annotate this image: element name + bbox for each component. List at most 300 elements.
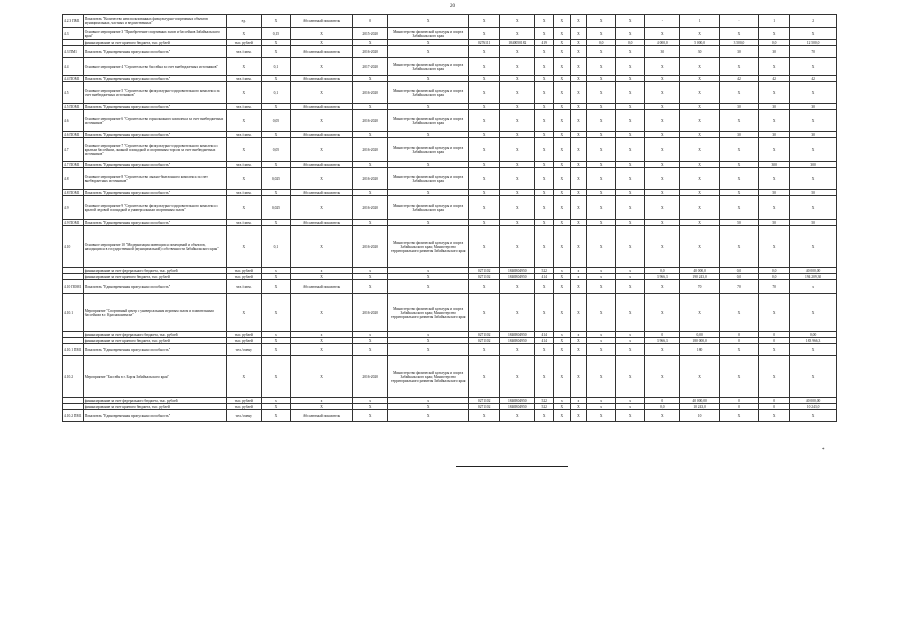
table-cell: Показатель "Единовременная пропускная способность" — [83, 46, 226, 58]
table-cell: X — [554, 344, 571, 356]
table-cell: 4.4 — [63, 58, 84, 76]
table-cell: 0 — [759, 338, 790, 344]
table-cell: X — [353, 76, 388, 82]
table-cell: X — [535, 58, 554, 76]
table-cell: X — [554, 58, 571, 76]
table-cell: X — [469, 356, 500, 398]
table-cell: x — [790, 280, 837, 294]
table-cell: X — [645, 280, 680, 294]
table-cell: Основное мероприятие 3 "Приобретение спортивных залов и бассейнов Забайкальского края" — [83, 28, 226, 40]
table-cell: Мероприятие "Бассейн в г. Борзя Забайкальского края" — [83, 356, 226, 398]
table-cell: X — [388, 132, 469, 138]
table-cell: 40 000,00 — [790, 398, 837, 404]
table-cell: X — [680, 168, 719, 190]
table-cell: X — [226, 138, 261, 162]
table-cell: Министерство физической культуры и спорта Забайкальского края — [388, 196, 469, 220]
table-cell: 300 — [759, 162, 790, 168]
table-cell: X — [554, 190, 571, 196]
table-cell: X — [719, 138, 758, 162]
table-cell: Абсолютный показатель — [290, 15, 352, 28]
table-cell: X — [353, 190, 388, 196]
table-cell: X — [719, 28, 758, 40]
table-cell: 180 — [680, 344, 719, 356]
table-cell: 0 — [719, 404, 758, 410]
table-cell: X — [554, 76, 571, 82]
table-cell: 50 — [759, 190, 790, 196]
table-cell: X — [570, 110, 587, 132]
table-cell: X — [535, 138, 554, 162]
footnote-mark: * — [822, 448, 825, 453]
table-cell: X — [587, 190, 616, 196]
table-cell: X — [645, 28, 680, 40]
table-cell: 300 — [790, 162, 837, 168]
table-row — [63, 46, 837, 58]
table-cell: X — [570, 404, 587, 410]
table-cell: чел./смену — [226, 344, 261, 356]
table-cell: X — [759, 196, 790, 220]
table-cell: финансирование за счет краевого бюджета, тыс. рублей — [83, 338, 226, 344]
table-cell: x — [570, 398, 587, 404]
table-cell: x — [587, 332, 616, 338]
table-cell: X — [290, 168, 352, 190]
table-cell: X — [570, 226, 587, 268]
table-cell: X — [587, 46, 616, 58]
table-cell: Основное мероприятие 9 "Строительство физкультурно-оздоровительного комплекса с крытой ледовой площадкой и универсальным спортивным залом" — [83, 196, 226, 220]
table-cell: x — [616, 274, 645, 280]
table-cell: x — [587, 404, 616, 410]
table-cell: X — [261, 190, 290, 196]
table-cell: 0,0 — [719, 268, 758, 274]
table-cell: X — [500, 280, 535, 294]
table-cell: X — [616, 46, 645, 58]
table-cell: 12 500,0 — [790, 40, 837, 46]
table-cell: 522 — [535, 404, 554, 410]
table-cell: 0276111 — [469, 40, 500, 46]
table-cell: X — [554, 280, 571, 294]
table-cell: X — [261, 356, 290, 398]
table-cell: X — [290, 294, 352, 332]
table-cell: X — [570, 28, 587, 40]
table-cell: X — [759, 356, 790, 398]
table-cell: X — [680, 82, 719, 104]
table-cell: x — [570, 332, 587, 338]
table-cell: X — [261, 40, 290, 46]
table-cell: X — [500, 132, 535, 138]
table-cell: X — [226, 196, 261, 220]
table-cell: X — [680, 196, 719, 220]
table-cell: X — [570, 410, 587, 422]
table-cell: X — [680, 162, 719, 168]
table-cell: X — [261, 404, 290, 410]
table-cell: X — [554, 226, 571, 268]
table-cell: X — [570, 294, 587, 332]
table-cell: X — [353, 162, 388, 168]
table-cell: X — [719, 196, 758, 220]
table-cell: X — [587, 162, 616, 168]
table-cell: 3 500,0 — [719, 40, 758, 46]
table-cell: Показатель "Единовременная пропускная способность" — [83, 220, 226, 226]
table-cell: X — [680, 58, 719, 76]
table-cell: 4.6 ПОМ1 — [63, 132, 84, 138]
table-cell: - — [645, 15, 680, 28]
table-cell: X — [719, 226, 758, 268]
table-cell: 0,05 — [261, 138, 290, 162]
table-cell: Абсолютный показатель — [290, 190, 352, 196]
table-cell: 4.8 ПОМ1 — [63, 190, 84, 196]
table-cell: - — [719, 15, 758, 28]
table-cell: X — [587, 196, 616, 220]
table-cell: 4.4 ПОМ1 — [63, 76, 84, 82]
table-cell: 2016-2020 — [353, 196, 388, 220]
table-cell: X — [535, 162, 554, 168]
table-cell: 2016-2020 — [353, 138, 388, 162]
table-cell: Абсолютный показатель — [290, 220, 352, 226]
table-cell: X — [645, 110, 680, 132]
table-cell: 30 — [645, 46, 680, 58]
table-cell: 414 — [535, 274, 554, 280]
table-cell: X — [388, 76, 469, 82]
table-cell: 1840R04950 — [500, 268, 535, 274]
table-cell: X — [587, 104, 616, 110]
table-row — [63, 344, 837, 356]
table-row — [63, 110, 837, 132]
table-cell: X — [645, 196, 680, 220]
table-cell: X — [469, 46, 500, 58]
table-cell: Показатель "Единовременная пропускная способность" — [83, 162, 226, 168]
table-cell: X — [759, 168, 790, 190]
table-cell: 4.10.2 — [63, 356, 84, 398]
table-cell: X — [500, 226, 535, 268]
table-cell: X — [790, 28, 837, 40]
table-cell: X — [388, 274, 469, 280]
table-cell: 2016-2020 — [353, 168, 388, 190]
program-table — [62, 14, 837, 422]
table-cell: X — [500, 294, 535, 332]
table-cell: 419 — [535, 40, 554, 46]
table-cell: чел./смен. — [226, 132, 261, 138]
table-cell: Министерство физической культуры и спорта Забайкальского края — [388, 58, 469, 76]
table-cell: X — [570, 46, 587, 58]
table-cell: X — [680, 76, 719, 82]
table-cell: X — [388, 404, 469, 410]
table-cell: 4.3 — [63, 28, 84, 40]
table-cell: 0,05 — [261, 110, 290, 132]
table-cell: x — [261, 398, 290, 404]
table-cell: X — [261, 46, 290, 58]
table-cell: 0,025 — [261, 168, 290, 190]
table-cell: X — [616, 410, 645, 422]
table-cell: 2016-2020 — [353, 294, 388, 332]
table-cell: X — [719, 162, 758, 168]
table-cell: 30 — [790, 104, 837, 110]
table-cell: 40 000,0 — [680, 268, 719, 274]
table-cell: X — [554, 110, 571, 132]
table-cell: 10 243,0 — [790, 404, 837, 410]
table-cell: 10 — [680, 410, 719, 422]
table-cell: тыс. рублей — [226, 268, 261, 274]
table-cell: Абсолютный показатель — [290, 162, 352, 168]
table-cell: 4.10.2 ПМ1 — [63, 410, 84, 422]
table-cell: X — [500, 15, 535, 28]
table-cell: X — [680, 220, 719, 226]
table-cell: 70 — [790, 46, 837, 58]
table-cell: X — [616, 132, 645, 138]
table-cell: X — [353, 338, 388, 344]
table-cell: 0 — [353, 15, 388, 28]
table-row — [63, 226, 837, 268]
table-cell: X — [554, 338, 571, 344]
table-cell: 4.9 ПОМ1 — [63, 220, 84, 226]
table-cell: X — [500, 76, 535, 82]
table-cell: X — [261, 104, 290, 110]
table-cell: Основное мероприятие 7 "Строительство физкультурно-оздоровительного комплекса с крытым бассейном, лыжной площадкой и спортивным торсом за счет внебюджетных источников" — [83, 138, 226, 162]
table-cell: X — [500, 162, 535, 168]
table-cell: X — [469, 344, 500, 356]
table-cell: Основное мероприятие 10 "Модернизация имеющихся помещений и объектов, находящихся в государственной (муниципальной) собственности Забайкальского края" — [83, 226, 226, 268]
table-cell: 4.5 — [63, 82, 84, 104]
table-cell: Основное мероприятие 8 "Строительство лыжно-биатлонного комплекса за счет внебюджетных источников" — [83, 168, 226, 190]
table-cell: X — [790, 410, 837, 422]
table-cell: X — [535, 280, 554, 294]
table-row — [63, 356, 837, 398]
table-cell: финансирование за счет краевого бюджета, тыс. рублей — [83, 274, 226, 280]
table-cell: 0 — [759, 398, 790, 404]
table-cell: X — [587, 294, 616, 332]
table-cell: тыс. рублей — [226, 274, 261, 280]
table-cell: X — [759, 410, 790, 422]
table-cell: Министерство физической культуры и спорта Забайкальского края; Министерство территориального развития Забайкальского края — [388, 294, 469, 332]
table-cell: X — [554, 40, 571, 46]
table-cell: x — [616, 398, 645, 404]
table-cell: 50 — [790, 220, 837, 226]
table-cell: 70 — [719, 280, 758, 294]
table-cell: X — [388, 220, 469, 226]
table-cell: 4.8 — [63, 168, 84, 190]
table-cell: X — [469, 132, 500, 138]
table-cell: X — [261, 15, 290, 28]
table-cell: X — [680, 104, 719, 110]
table-cell: 1840R04950 — [500, 398, 535, 404]
table-cell: 522 — [535, 398, 554, 404]
table-cell: X — [261, 162, 290, 168]
table-cell: 1840R04950 — [500, 338, 535, 344]
table-cell: X — [645, 132, 680, 138]
table-cell: X — [616, 226, 645, 268]
table-cell: X — [587, 226, 616, 268]
table-cell: 40 000,00 — [680, 398, 719, 404]
table-cell: X — [469, 294, 500, 332]
table-cell: Показатель "Количество неиспользованных физкультурно-спортивных объектов муниципальных, частных и ведомственных" — [83, 15, 226, 28]
table-cell: X — [570, 82, 587, 104]
table-cell: Мероприятие "Спортивный центр с универсальным игровым залом и плавательным бассейном в г. Краснокаменске" — [83, 294, 226, 332]
table-cell: X — [535, 356, 554, 398]
table-cell: X — [645, 168, 680, 190]
table-cell: x — [616, 338, 645, 344]
table-cell: 70 — [680, 280, 719, 294]
table-cell: 0,0 — [616, 40, 645, 46]
table-cell: Министерство физической культуры и спорта Забайкальского края — [388, 138, 469, 162]
table-cell: Министерство физической культуры и спорта Забайкальского края; Министерство территориального развития Забайкальского края — [388, 226, 469, 268]
table-cell: тыс. рублей — [226, 404, 261, 410]
table-cell: X — [759, 28, 790, 40]
table-cell: X — [570, 356, 587, 398]
table-cell: X — [290, 344, 352, 356]
table-cell: X — [790, 226, 837, 268]
table-cell: X — [290, 138, 352, 162]
table-cell: X — [388, 338, 469, 344]
table-cell: X — [226, 168, 261, 190]
table-cell: X — [500, 410, 535, 422]
table-cell: X — [226, 82, 261, 104]
table-cell: X — [261, 410, 290, 422]
table-cell: X — [719, 344, 758, 356]
table-cell: X — [500, 190, 535, 196]
table-cell: x — [290, 332, 352, 338]
table-cell: 4.2.3 ПМ1 — [63, 15, 84, 28]
table-cell: X — [616, 356, 645, 398]
table-cell: 3 966,3 — [645, 338, 680, 344]
table-cell: X — [226, 226, 261, 268]
table-cell: X — [719, 410, 758, 422]
table-cell: 0,0 — [759, 268, 790, 274]
table-cell: ед. — [226, 15, 261, 28]
table-cell: x — [353, 268, 388, 274]
table-cell: X — [469, 220, 500, 226]
table-cell: 0,1 — [261, 226, 290, 268]
table-cell: X — [570, 132, 587, 138]
table-cell: Абсолютный показатель — [290, 104, 352, 110]
table-cell: X — [290, 404, 352, 410]
table-cell: X — [554, 162, 571, 168]
table-cell: x — [388, 332, 469, 338]
table-cell: X — [759, 82, 790, 104]
table-cell: Показатель "Единовременная пропускная способность" — [83, 344, 226, 356]
table-cell: 30 — [790, 132, 837, 138]
table-cell: 4.7 ПОМ1 — [63, 162, 84, 168]
table-cell: X — [616, 82, 645, 104]
table-cell: x — [616, 268, 645, 274]
table-cell: чел./смену — [226, 410, 261, 422]
table-cell: X — [226, 294, 261, 332]
table-cell: X — [290, 226, 352, 268]
table-cell: 1840R04950 — [500, 274, 535, 280]
table-cell: 50 — [759, 220, 790, 226]
table-cell: X — [226, 28, 261, 40]
table-cell: X — [587, 138, 616, 162]
table-cell: X — [570, 138, 587, 162]
table-cell: тыс. рублей — [226, 40, 261, 46]
table-cell: X — [535, 196, 554, 220]
table-cell: X — [570, 338, 587, 344]
table-cell: 0271102 — [469, 404, 500, 410]
table-cell: 0,15 — [261, 28, 290, 40]
table-cell: 0271102 — [469, 398, 500, 404]
table-cell: X — [554, 104, 571, 110]
table-cell: X — [680, 226, 719, 268]
table-cell: X — [680, 294, 719, 332]
table-cell: X — [587, 58, 616, 76]
table-cell: X — [469, 168, 500, 190]
table-cell: 180 000,0 — [680, 338, 719, 344]
table-cell: 0 — [645, 332, 680, 338]
table-cell: X — [616, 104, 645, 110]
table-cell: X — [645, 294, 680, 332]
table-cell: 414 — [535, 332, 554, 338]
table-cell: X — [680, 356, 719, 398]
table-cell: x — [587, 398, 616, 404]
table-cell: 0,00 — [790, 332, 837, 338]
table-cell: X — [616, 28, 645, 40]
table-cell: X — [616, 294, 645, 332]
table-cell: 4.9 — [63, 196, 84, 220]
table-cell: 2015-2020 — [353, 28, 388, 40]
table-cell: X — [535, 104, 554, 110]
table-cell: X — [353, 280, 388, 294]
table-cell: 10 243,0 — [680, 404, 719, 410]
table-cell: X — [388, 344, 469, 356]
table-cell: X — [469, 280, 500, 294]
table-cell: X — [587, 410, 616, 422]
table-cell: X — [616, 190, 645, 196]
table-cell: X — [554, 196, 571, 220]
table-cell: X — [500, 344, 535, 356]
table-cell: x — [587, 274, 616, 280]
table-cell: X — [587, 220, 616, 226]
table-cell: X — [570, 104, 587, 110]
table-cell: 30 — [680, 46, 719, 58]
table-cell: Министерство физической культуры и спорта Забайкальского края — [388, 168, 469, 190]
table-cell: 0 — [719, 398, 758, 404]
table-cell: X — [570, 40, 587, 46]
table-cell: X — [290, 356, 352, 398]
table-cell: 4.6 — [63, 110, 84, 132]
table-cell: 30 — [759, 104, 790, 110]
table-cell: X — [645, 58, 680, 76]
table-cell: X — [353, 220, 388, 226]
table-cell: x — [616, 404, 645, 410]
table-cell: X — [388, 190, 469, 196]
table-cell: X — [388, 40, 469, 46]
table-cell: Абсолютный показатель — [290, 46, 352, 58]
table-cell: X — [616, 220, 645, 226]
table-cell: X — [226, 356, 261, 398]
table-cell: X — [570, 344, 587, 356]
table-cell: X — [645, 138, 680, 162]
table-cell: 2016-2020 — [353, 82, 388, 104]
table-cell: X — [535, 132, 554, 138]
table-cell: X — [353, 40, 388, 46]
table-row — [63, 410, 837, 422]
table-cell: X — [500, 110, 535, 132]
table-cell: X — [680, 138, 719, 162]
table-cell: X — [500, 138, 535, 162]
table-cell: чел./смен. — [226, 190, 261, 196]
table-cell: X — [719, 356, 758, 398]
table-cell: X — [469, 76, 500, 82]
table-cell: Абсолютный показатель — [290, 132, 352, 138]
table-cell: 2016-2020 — [353, 110, 388, 132]
footer-divider — [456, 466, 568, 467]
table-cell: X — [570, 58, 587, 76]
table-cell: X — [570, 168, 587, 190]
table-cell: X — [587, 82, 616, 104]
table-cell: 0,1 — [261, 58, 290, 76]
table-cell: чел./смен. — [226, 76, 261, 82]
table-cell: X — [587, 28, 616, 40]
table-cell: чел./смен. — [226, 162, 261, 168]
table-cell: X — [759, 294, 790, 332]
table-cell: X — [680, 28, 719, 40]
